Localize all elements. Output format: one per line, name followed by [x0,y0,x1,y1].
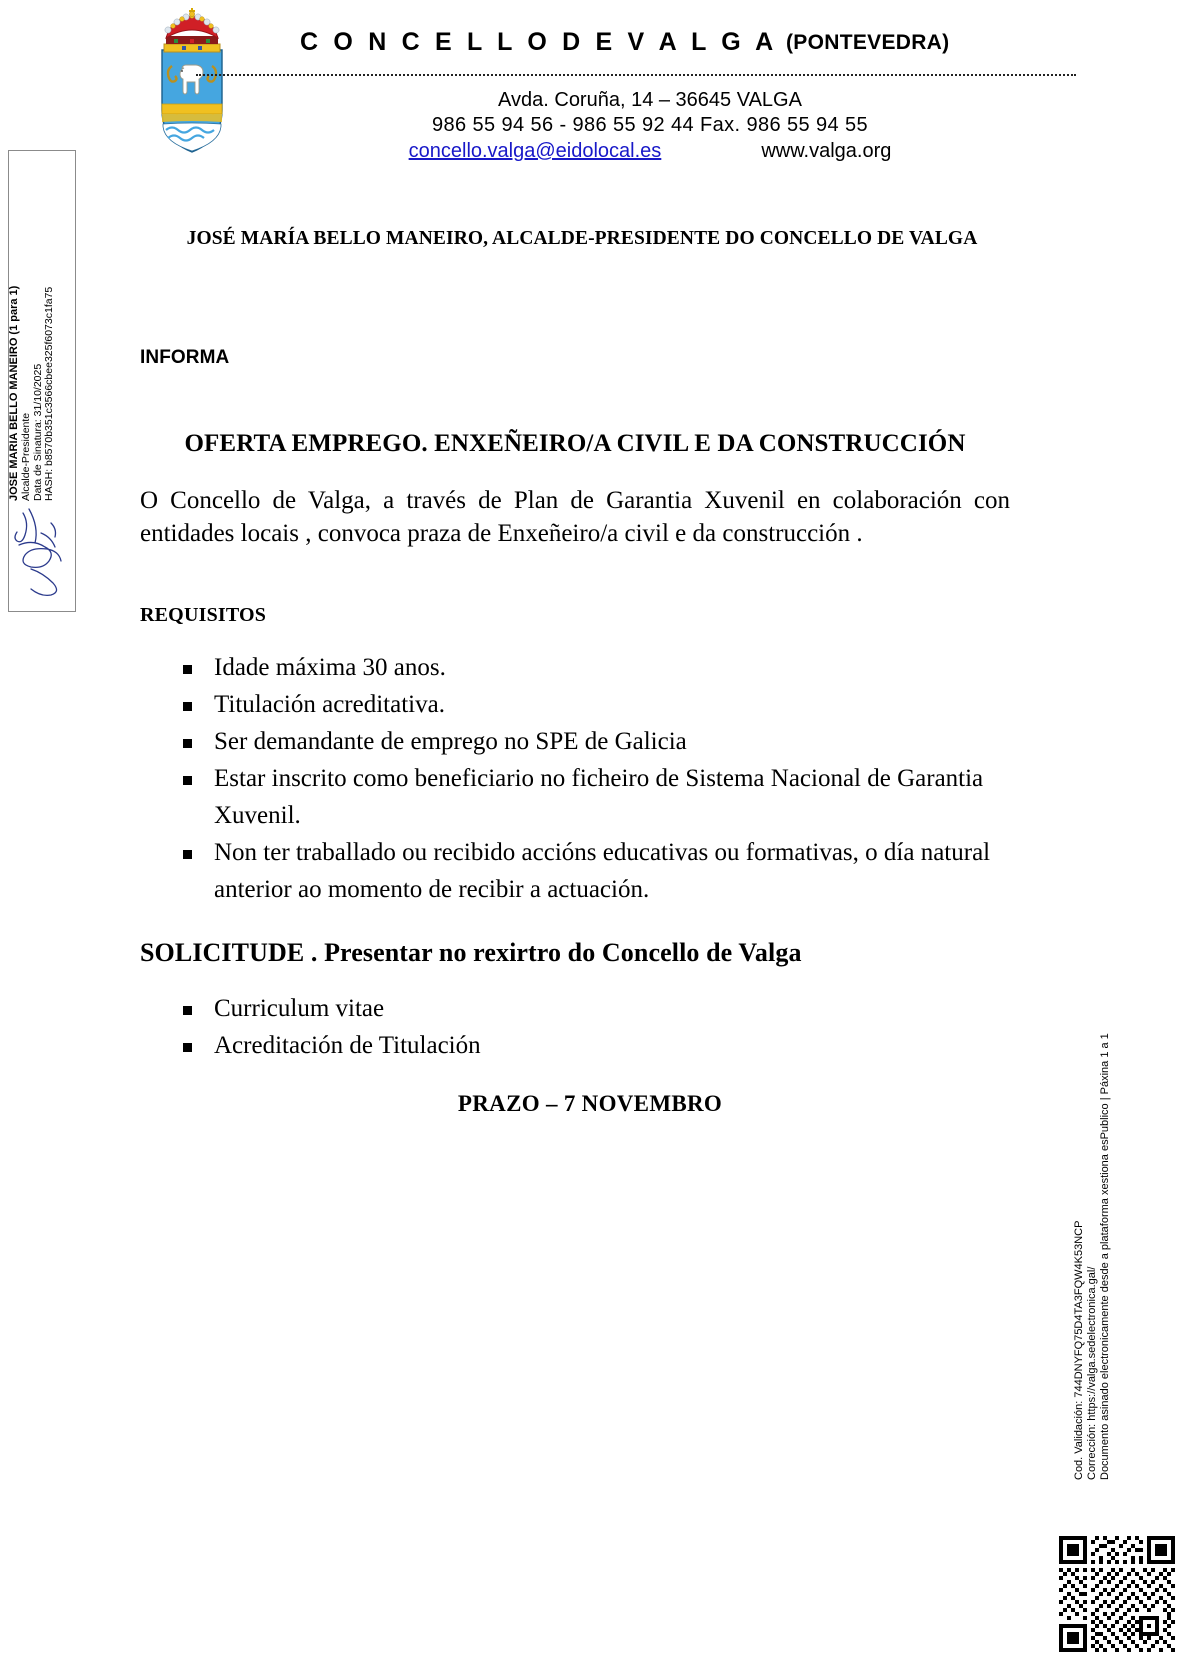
document-header [0,0,1181,178]
list-item: Titulación acreditativa. [180,686,1010,723]
list-item: Acreditación de Titulación [180,1027,1010,1064]
email-link[interactable]: concello.valga@eidolocal.es [408,140,662,162]
website-text: www.valga.org [761,140,892,162]
document-body [140,228,1010,1117]
province-label: (PONTEVEDRA) [786,31,950,54]
requisitos-heading: REQUISITOS [140,604,267,626]
intro-paragraph: O Concello de Valga, a través de Plan de Garantia Xuvenil en colaboración con entidades locais , convoca praza de Enxeñeiro/a civil e da construcción . [140,487,1010,547]
validation-footer-rotated [1073,960,1125,1480]
phone-line: 986 55 94 56 - 986 55 92 44 Fax. 986 55 94 55 [431,114,869,136]
solicitude-list [140,990,1010,1064]
prazo-line: PRAZO – 7 NOVEMBRO [457,1091,723,1116]
qr-code-icon [1059,1536,1175,1652]
signature-date: Data de Sinatura: 31/10/2025 [31,363,44,501]
header-divider [196,74,1076,76]
correction-url[interactable]: Corrección: https://valga.sedelectronica.gal/ [1086,1266,1099,1480]
signer-name: JOSE MARIA BELLO MANEIRO (1 para 1) [8,285,20,501]
offer-title-heading: OFERTA EMPREGO. ENXEÑEIRO/A CIVIL E DA CONSTRUCCIÓN [184,430,966,457]
signed-note: Documento asinado electronicamente desde a plataforma xestiona esPublico | Páxina 1 a 1 [1099,1033,1112,1480]
informa-heading: INFORMA [140,347,230,368]
list-item: Non ter traballado ou recibido accións educativas ou formativas, o día natural anterior ao momento de recibir a actuación. [180,834,1010,908]
list-item: Idade máxima 30 anos. [180,649,1010,686]
list-item: Curriculum vitae [180,990,1010,1027]
address-line: Avda. Coruña, 14 – 36645 VALGA [498,89,802,111]
signature-hash: HASH: b8570b351c3566cbee325f6073c1fa75 [43,286,56,501]
requisitos-list [140,649,1010,908]
list-item: Estar inscrito como beneficiario no ficheiro de Sistema Nacional de Garantia Xuvenil. [180,760,1010,834]
coat-of-arms-icon [146,6,238,154]
addressee-heading: JOSÉ MARÍA BELLO MANEIRO, ALCALDE-PRESIDENTE DO CONCELLO DE VALGA [186,228,978,249]
electronic-signature-stamp [8,150,76,612]
signer-role: Alcalde-Presidente [19,412,32,501]
list-item: Ser demandante de emprego no SPE de Galicia [180,723,1010,760]
validation-footer [1073,960,1177,1480]
page-title: C O N C E L L O D E V A L G A [300,28,778,56]
contact-block [300,88,1000,164]
signature-text-rotated [9,151,77,613]
solicitude-heading: SOLICITUDE . Presentar no rexirtro do Concello de Valga [140,938,802,967]
validation-code: Cod. Validación: 744DNYFQ75D4TA3FQW4K53NCP [1073,1220,1085,1480]
